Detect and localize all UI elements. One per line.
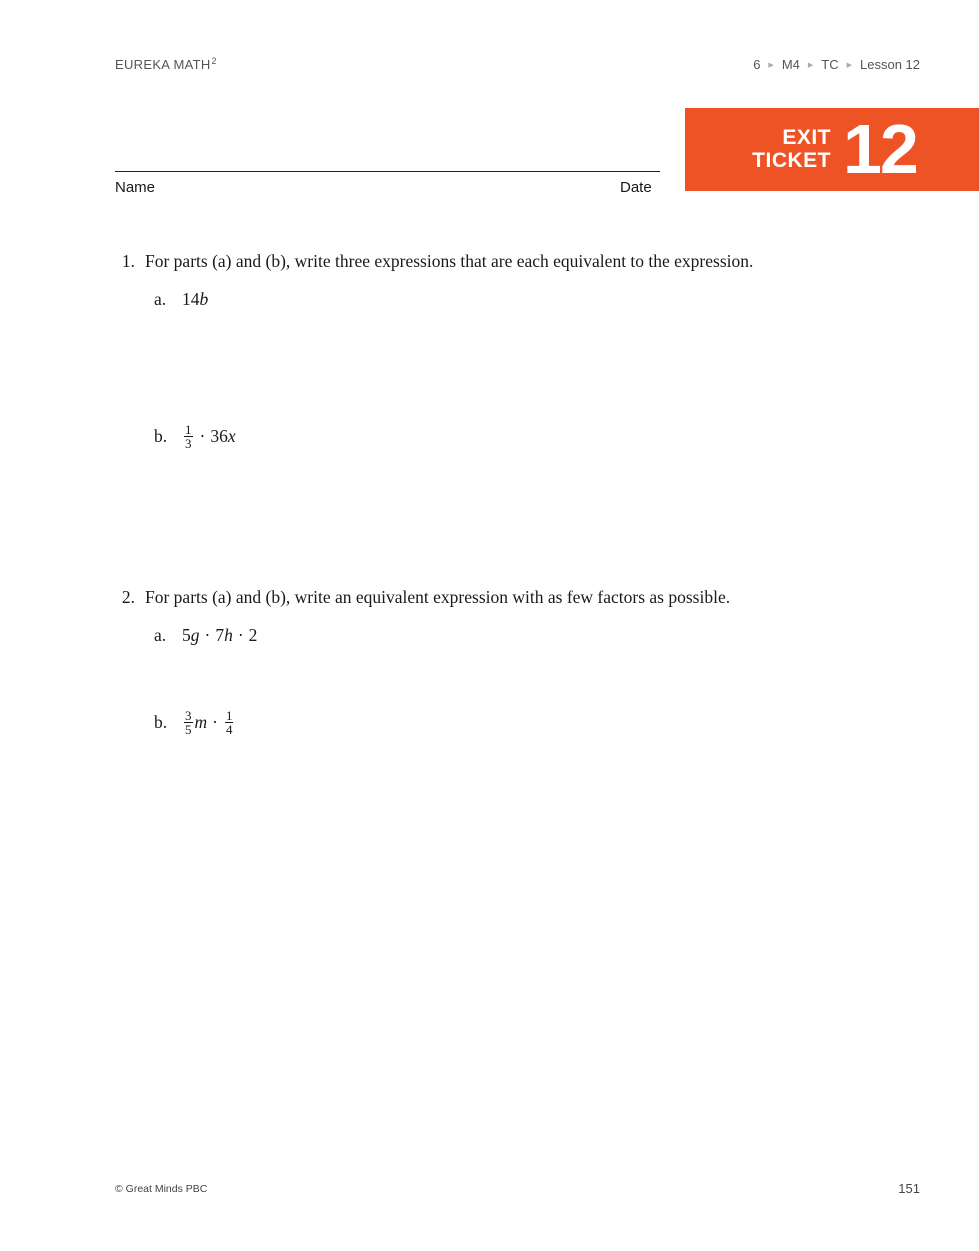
chevron-right-icon: ▶ <box>807 61 814 69</box>
expression: 14 b <box>182 289 209 309</box>
expression: $\frac{1}{3}$ · 36 x <box>185 422 236 451</box>
fraction: $\frac{1}{4}$ <box>225 708 233 737</box>
name-label: Name <box>115 179 156 196</box>
breadcrumb-lesson: Lesson 12 <box>860 57 920 72</box>
chevron-right-icon: ▶ <box>768 61 774 69</box>
breadcrumb-grade: 6 <box>753 57 761 72</box>
chevron-right-icon: ▶ <box>846 61 852 69</box>
question-number: 2. <box>121 587 135 607</box>
name-date-line <box>115 171 660 172</box>
fraction: $\frac{3}{5}$ <box>185 708 192 737</box>
brand-title: EUREKA MATH$^2$ <box>115 56 217 72</box>
breadcrumb <box>753 57 920 72</box>
exit-ticket-banner <box>685 108 979 191</box>
part-label: a. <box>154 625 167 645</box>
breadcrumb-topic: TC <box>821 57 839 72</box>
question-text: For parts (a) and (b), write an equivalent expression with as few factors as possible. <box>145 587 731 607</box>
question-number: 1. <box>121 251 135 271</box>
part-label: b. <box>154 712 168 732</box>
question-2-part-a <box>154 625 257 646</box>
date-label: Date <box>620 179 652 196</box>
expression: $\frac{3}{5}$ m · $\frac{1}{4}$ <box>185 708 233 737</box>
copyright: © Great Minds PBC <box>115 1183 208 1195</box>
expression: 5 g · 7 h · 2 <box>182 625 258 645</box>
question-text: For parts (a) and (b), write three expressions that are each equivalent to the expression. <box>145 251 754 271</box>
breadcrumb-module: M4 <box>781 57 800 72</box>
fraction: $\frac{1}{3}$ <box>185 422 192 451</box>
part-label: a. <box>154 289 167 309</box>
lesson-number: 12 <box>843 110 917 188</box>
question-1-part-b <box>154 423 236 450</box>
question-2-part-b <box>154 709 235 736</box>
question-1-part-a <box>154 289 208 310</box>
exit-ticket-label: EXIT TICKET <box>752 126 831 172</box>
part-label: b. <box>154 426 168 446</box>
page-number: 151 <box>898 1181 920 1196</box>
